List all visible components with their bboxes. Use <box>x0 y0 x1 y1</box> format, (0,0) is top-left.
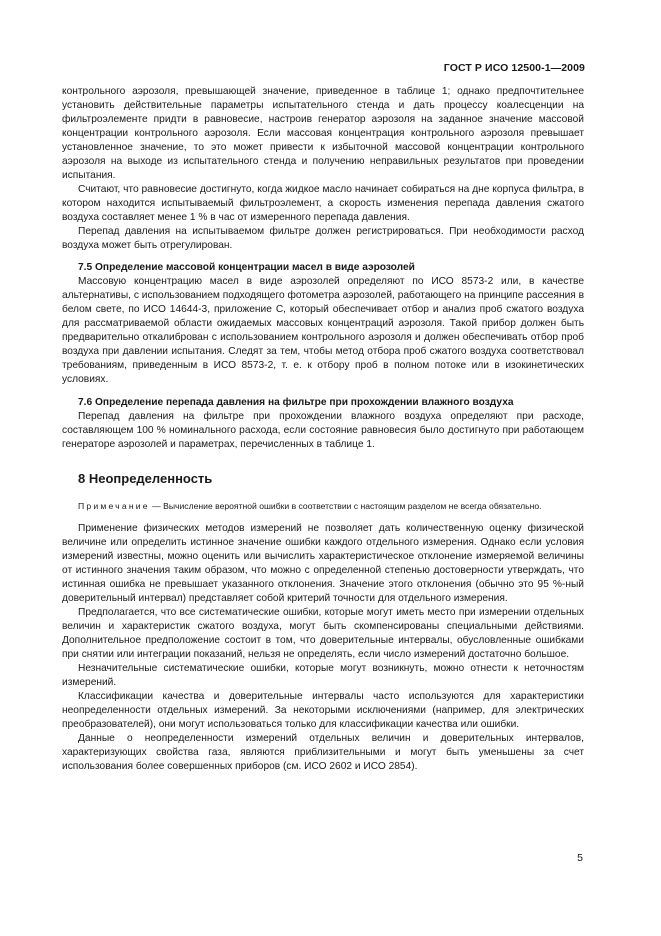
note-text: — Вычисление вероятной ошибки в соответствии с настоящим разделом не всегда обязательно. <box>149 501 542 511</box>
paragraph: Классификации качества и доверительные интервалы часто используются для характеристики неопределенности отдельных измерений. За некоторыми исключениями (например, для электрических преобразователей), они могут использоваться только для классификации качества или ошибки. <box>62 691 584 730</box>
paragraph: контрольного аэрозоля, превышающей значение, приведенное в таблице 1; однако предпочтительнее установить действительные параметры испытательного стенда и дать процессу коалесценции на фильтроэлементе придти в равновесие, настроив генератор аэрозоля на заданное значение массовой концентрации контрольного аэрозоля. Если массовая концентрация контрольного аэрозоля превышает установленное значение, то это может привести к избыточной массовой концентрации контрольного аэрозоля на выходе из испытательного стенда и получению неправильных результатов при проведении испытания. <box>62 86 584 181</box>
page-number: 5 <box>577 852 583 864</box>
section-heading-7-6: 7.6 Определение перепада давления на фильтре при прохождении влажного воздуха <box>78 397 514 408</box>
standard-header: ГОСТ Р ИСО 12500-1—2009 <box>443 62 585 74</box>
page-content <box>62 85 584 774</box>
section-heading-8: 8 Неопределенность <box>78 471 213 486</box>
note-label: Примечание <box>78 501 150 511</box>
paragraph: Предполагается, что все систематические ошибки, которые могут иметь место при измерении отдельных величин и характеристик сжатого воздуха, могут быть скомпенсированы специальными действиями. Дополнительное предположение состоит в том, что доверительные интервалы, обусловленные ошибками при снятии или интеграции показаний, нельзя не определять, если число измерений достаточно большое. <box>62 607 584 660</box>
paragraph: Массовую концентрацию масел в виде аэрозолей определяют по ИСО 8573-2 или, в качестве альтернативы, с использованием подходящего фотометра аэрозолей, работающего на принципе рассеяния в белом свете, по ИСО 14644-3, приложение С, который обеспечивает отбор и анализ проб сжатого воздуха для рассматриваемой области ожидаемых массовых концентраций аэрозоля. Такой прибор должен быть предварительно откалиброван с использованием контрольного аэрозоля и должен обеспечивать отбор проб воздуха при давлении испытания. Следят за тем, чтобы метод отбора проб сжатого воздуха соответствовал требованиям, приведенным в ИСО 8573-2, т. е. к отбору проб в полном потоке или в изокинетических условиях. <box>62 276 585 385</box>
paragraph: Применение физических методов измерений не позволяет дать количественную оценку физической величине или определить истинное значение ошибки каждого отдельного измерения. Однако если условия измерений известны, можно оценить или вычислить характеристическое отклонение измеряемой величины от истинного значения таким образом, что можно с определенной степенью достоверности утверждать, что истинная ошибка не превышает указанного отклонения. Значение этого отклонения (обычно это 95 %-ный доверительный интервал) представляет собой критерий точности для отдельного измерения. <box>62 523 584 604</box>
paragraph: Перепад давления на фильтре при прохождении влажного воздуха определяют при расходе, составляющем 100 % номинального расхода, если состояние равновесия было достигнуто при работающем генераторе аэрозолей и параметрах, перечисленных в таблице 1. <box>62 411 584 450</box>
paragraph: Перепад давления на испытываемом фильтре должен регистрироваться. При необходимости расход воздуха может быть отрегулирован. <box>62 226 584 251</box>
note <box>62 500 584 512</box>
paragraph: Считают, что равновесие достигнуто, когда жидкое масло начинает собираться на дне корпуса фильтра, в котором находится испытываемый фильтроэлемент, а скорость изменения перепада давления сжатого воздуха составляет менее 1 % в час от измеренного перепада давления. <box>62 184 584 223</box>
paragraph: Данные о неопределенности измерений отдельных величин и доверительных интервалов, характеризующих свойства газа, являются приблизительными и могут быть уменьшены за счет использования более совершенных приборов (см. ИСО 2602 и ИСО 2854). <box>62 733 584 772</box>
paragraph: Незначительные систематические ошибки, которые могут возникнуть, можно отнести к неточностям измерений. <box>62 663 584 688</box>
section-heading-7-5: 7.5 Определение массовой концентрации масел в виде аэрозолей <box>78 262 415 273</box>
